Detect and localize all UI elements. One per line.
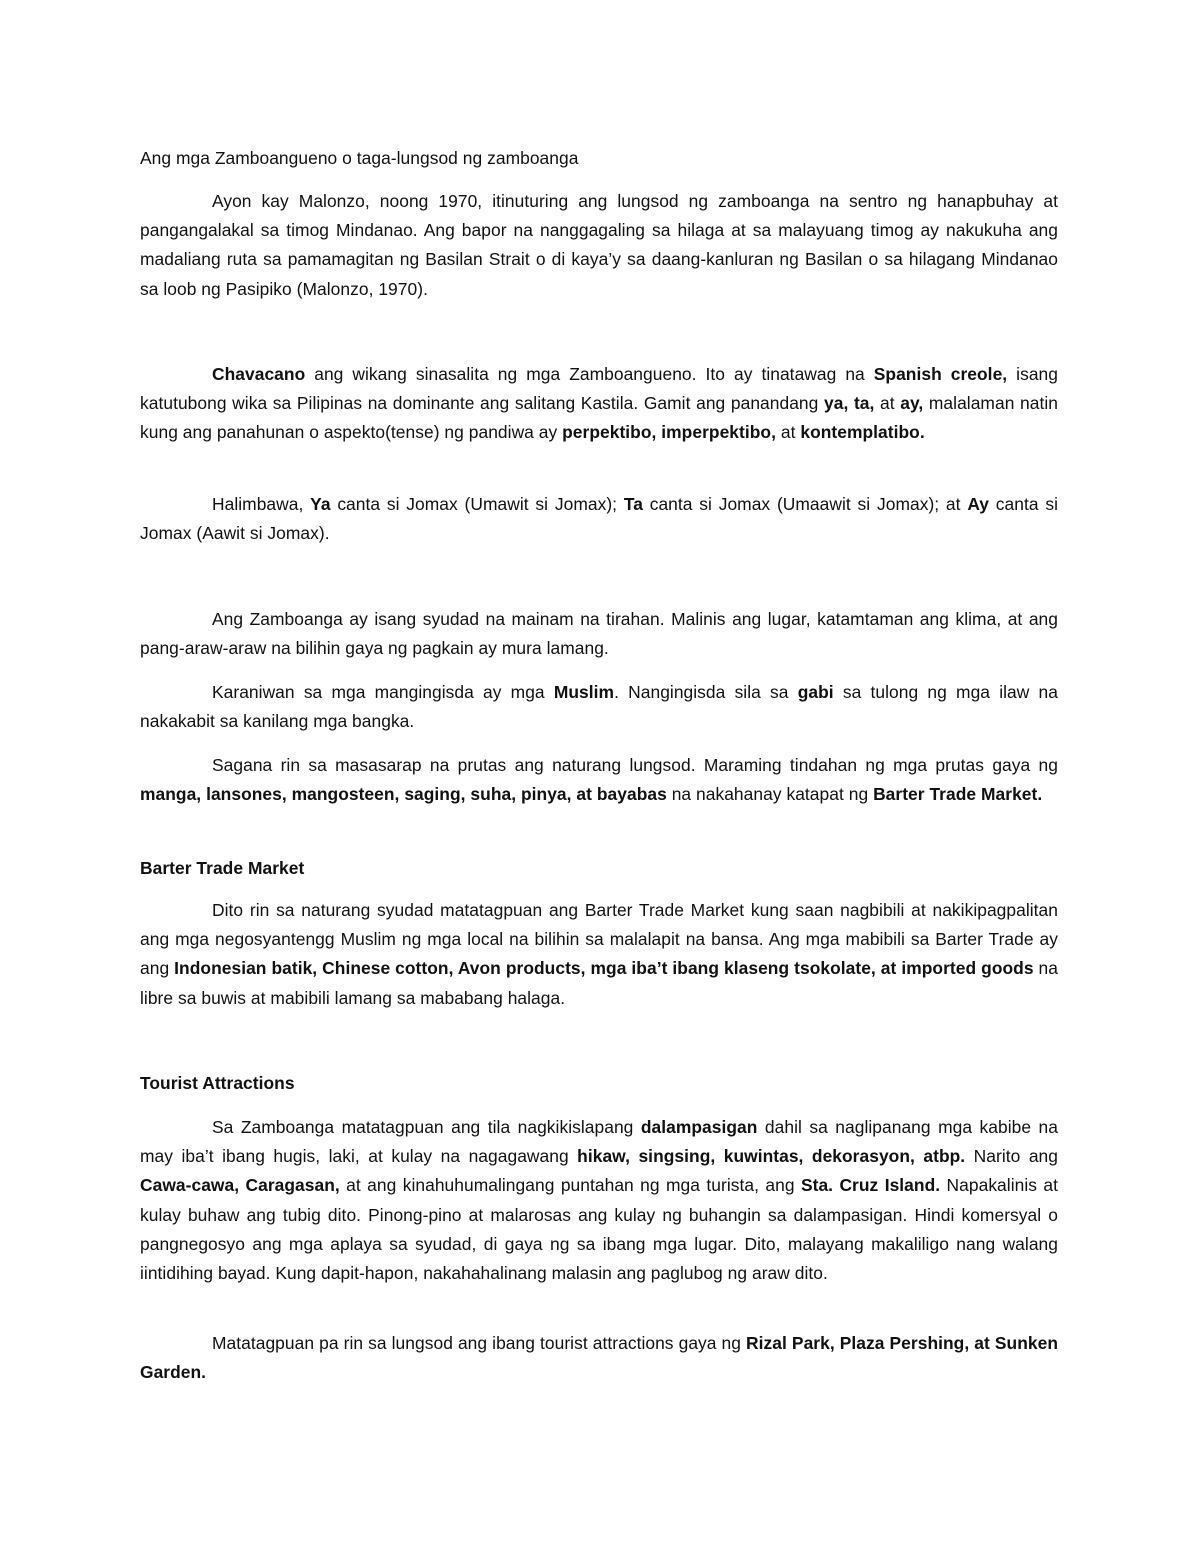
bold-text: ya, ta, <box>824 393 875 414</box>
bold-text: gabi <box>797 682 834 702</box>
text-span: . Nangingisda sila sa <box>614 682 798 702</box>
bold-text: Indonesian batik, Chinese cotton, Avon products, mga iba’t ibang klaseng tsokolate, at imported goods <box>174 958 1034 979</box>
text-span: ang wikang sinasalita ng mga Zamboangueno. Ito ay tinatawag na <box>305 364 874 384</box>
bold-text: Rizal Park, Plaza Pershing, at Sunken Garden. <box>140 1333 1058 1383</box>
bold-text: Ta <box>623 494 643 514</box>
paragraph-rizal-park <box>140 1329 1058 1387</box>
paragraph-barter <box>140 896 1058 1013</box>
text-span: Matatagpuan pa rin sa lungsod ang ibang tourist attractions gaya ng <box>212 1333 747 1353</box>
paragraph-syudad: Ang Zamboanga ay isang syudad na mainam na tirahan. Malinis ang lugar, katamtaman ang klima, at ang pang-araw-araw na bilihin gaya ng pagkain ay mura lamang. <box>140 609 1058 659</box>
paragraph-halimbawa <box>140 490 1058 548</box>
paragraph-chavacano <box>140 360 1058 448</box>
bold-text: Tourist Attractions <box>140 1073 295 1093</box>
bold-text: Ay <box>967 494 989 514</box>
text-span: na libre sa buwis at mabibili lamang sa mababang halaga. <box>140 958 1058 1008</box>
text-span: dahil sa naglipanang mga kabibe na may iba’t ibang hugis, laki, at kulay na nagagawang <box>140 1117 1058 1167</box>
document-title: Ang mga Zamboangueno o taga-lungsod ng zamboanga <box>140 148 579 168</box>
heading-barter-trade <box>140 854 1058 883</box>
bold-text: Sta. Cruz Island. <box>800 1175 941 1196</box>
bold-text: manga, lansones, mangosteen, saging, suha, pinya, at bayabas <box>140 784 667 805</box>
text-span: sa tulong ng mga ilaw na nakakabit sa kanilang mga bangka. <box>140 682 1059 732</box>
text-span: at <box>775 422 801 443</box>
text-span: Sagana rin sa masasarap na prutas ang naturang lungsod. Maraming tindahan ng mga prutas gaya ng <box>212 755 1058 775</box>
paragraph-mangingisda <box>140 678 1058 736</box>
text-span: Dito rin sa naturang syudad matatagpuan ang Barter Trade Market kung saan nagbibili at nakikipagpalitan ang mga negosyantengg Muslim ng mga local na bilihin sa malalapit na bansa. Ang mga mabibili sa Barter Trade ay ang <box>140 900 1058 979</box>
text-span: na nakahanay katapat ng <box>666 784 874 805</box>
bold-text: Barter Trade Market <box>140 858 305 878</box>
text-span: Halimbawa, <box>212 494 311 514</box>
bold-text: Barter Trade Market. <box>873 784 1043 805</box>
bold-text: dalampasigan <box>640 1117 758 1137</box>
bold-text: kontemplatibo. <box>800 422 925 443</box>
bold-text: perpektibo, imperpektibo, <box>562 422 776 443</box>
paragraph-dalampasigan <box>140 1113 1058 1288</box>
bold-text: Cawa-cawa, Caragasan, <box>140 1175 340 1196</box>
bold-text: ay, <box>900 393 924 414</box>
bold-text: Chavacano <box>212 364 306 384</box>
text-span: at ang kinahuhumalingang puntahan ng mga turista, ang <box>339 1175 801 1196</box>
text-span: Narito ang <box>965 1146 1058 1167</box>
bold-text: hikaw, singsing, kuwintas, dekorasyon, atbp. <box>577 1146 966 1167</box>
text-span: canta si Jomax (Aawit si Jomax). <box>140 494 1058 544</box>
heading-tourist-attractions <box>140 1069 1058 1098</box>
text-span: at <box>874 393 901 414</box>
bold-text: Ya <box>310 494 331 514</box>
text-span: malalaman natin kung ang panahunan o aspekto(tense) ng pandiwa ay <box>140 393 1058 443</box>
text-span: Napakalinis at kulay buhaw ang tubig dito. Pinong-pino at malarosas ang kulay ng buhangin sa dalampasigan. Hindi komersyal o pangnegosyo ang mga aplaya sa syudad, di gaya ng sa ibang mga lugar. Dito, malayang makaliligo nang walang iintidihing bayad. Kung dapit-hapon, nakahahalinang malasin ang paglubog ng araw dito. <box>140 1175 1058 1284</box>
paragraph-malonzo: Ayon kay Malonzo, noong 1970, itinuturing ang lungsod ng zamboanga na sentro ng hanapbuhay at pangangalakal sa timog Mindanao. Ang bapor na nanggagaling sa hilaga at sa malayuang timog ay nakukuha ang madaliang ruta sa pamamagitan ng Basilan Strait o di kaya’y sa daang-kanluran ng Basilan o sa hilagang Mindanao sa loob ng Pasipiko (Malonzo, 1970). <box>140 191 1058 299</box>
bold-text: Muslim <box>553 682 615 702</box>
text-span: Sa Zamboanga matatagpuan ang tila nagkikislapang <box>212 1117 641 1137</box>
bold-text: Spanish creole, <box>873 364 1008 384</box>
paragraph-prutas <box>140 751 1058 809</box>
text-span: canta si Jomax (Umawit si Jomax); <box>330 494 624 514</box>
text-span: Karaniwan sa mga mangingisda ay mga <box>212 682 554 702</box>
text-span: canta si Jomax (Umaawit si Jomax); at <box>642 494 968 514</box>
text-span: isang katutubong wika sa Pilipinas na dominante ang salitang Kastila. Gamit ang panandang <box>140 364 1058 414</box>
